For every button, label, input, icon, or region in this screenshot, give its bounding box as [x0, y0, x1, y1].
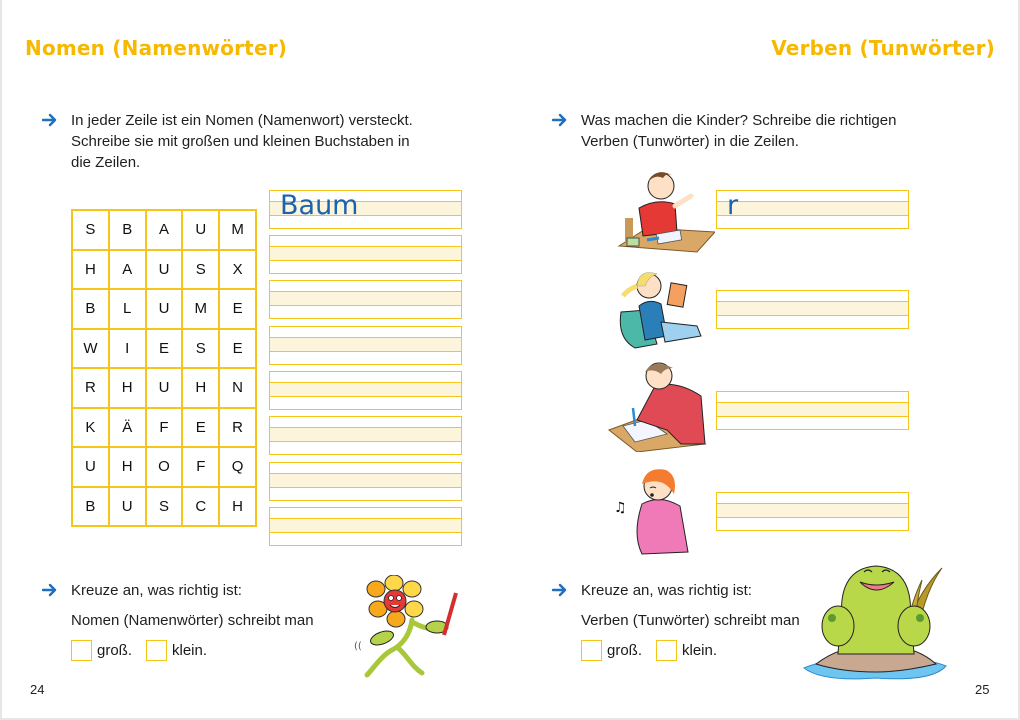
verb-line-2[interactable] — [716, 290, 909, 329]
arrow-icon — [552, 582, 568, 598]
grid-cell: F — [146, 408, 183, 448]
grid-cell: U — [182, 210, 219, 250]
boy-writing-illustration — [607, 360, 707, 452]
flower-illustration — [352, 575, 467, 685]
grid-cell: U — [146, 289, 183, 329]
checkbox-klein[interactable] — [146, 640, 167, 661]
checkbox-gross[interactable] — [71, 640, 92, 661]
answer-line-2[interactable] — [269, 235, 462, 274]
grid-cell: H — [109, 368, 146, 408]
arrow-icon — [42, 582, 58, 598]
svg-text:♫: ♫ — [614, 500, 627, 516]
grid-cell: E — [219, 329, 256, 369]
page-number-left: 24 — [30, 682, 45, 697]
grid-cell: B — [72, 487, 109, 527]
grid-cell: M — [182, 289, 219, 329]
frog-illustration — [802, 560, 952, 685]
grid-cell: I — [109, 329, 146, 369]
grid-cell: Q — [219, 447, 256, 487]
letter-grid — [71, 209, 257, 527]
verb-line-1[interactable] — [716, 190, 909, 229]
left-task2-prompt: Kreuze an, was richtig ist: — [71, 582, 242, 599]
grid-cell: K — [72, 408, 109, 448]
left-task2-statement: Nomen (Namenwörter) schreibt man — [71, 612, 314, 629]
answer-line-3[interactable] — [269, 280, 462, 319]
answer-line-5[interactable] — [269, 371, 462, 410]
grid-cell: X — [219, 250, 256, 290]
grid-cell: B — [109, 210, 146, 250]
verb-line-3[interactable] — [716, 391, 909, 430]
grid-cell: S — [72, 210, 109, 250]
grid-cell: L — [109, 289, 146, 329]
grid-cell: O — [146, 447, 183, 487]
instruction-line: Was machen die Kinder? Schreibe die richtigen — [581, 112, 897, 129]
page-edge-left — [0, 0, 2, 720]
grid-cell: W — [72, 329, 109, 369]
handwritten-answer: r — [727, 190, 739, 221]
grid-cell: C — [182, 487, 219, 527]
answer-line-1[interactable] — [269, 190, 462, 229]
grid-cell: N — [219, 368, 256, 408]
answer-line-7[interactable] — [269, 462, 462, 501]
grid-cell: R — [219, 408, 256, 448]
grid-cell: A — [146, 210, 183, 250]
handwritten-answer: Baum — [280, 190, 359, 221]
grid-cell: S — [182, 329, 219, 369]
checkbox-label-gross: groß. — [607, 642, 643, 659]
girl-singing-illustration — [612, 464, 704, 556]
girl-reading-illustration — [617, 264, 709, 352]
grid-cell: M — [219, 210, 256, 250]
answer-line-4[interactable] — [269, 326, 462, 365]
checkbox-label-gross: groß. — [97, 642, 133, 659]
instruction-line: In jeder Zeile ist ein Nomen (Namenwort) versteckt. — [71, 112, 413, 129]
grid-cell: U — [146, 368, 183, 408]
right-task2-prompt: Kreuze an, was richtig ist: — [581, 582, 752, 599]
checkbox-klein[interactable] — [656, 640, 677, 661]
arrow-icon — [552, 112, 568, 128]
page-number-right: 25 — [975, 682, 990, 697]
checkbox-label-klein: klein. — [172, 642, 208, 659]
grid-cell: F — [182, 447, 219, 487]
grid-cell: U — [72, 447, 109, 487]
verb-line-4[interactable] — [716, 492, 909, 531]
answer-line-6[interactable] — [269, 416, 462, 455]
answer-line-8[interactable] — [269, 507, 462, 546]
grid-cell: S — [146, 487, 183, 527]
grid-cell: E — [146, 329, 183, 369]
grid-cell: E — [219, 289, 256, 329]
right-task2-statement: Verben (Tunwörter) schreibt man — [581, 612, 800, 629]
grid-cell: Ä — [109, 408, 146, 448]
instruction-line: Schreibe sie mit großen und kleinen Buchstaben in — [71, 133, 410, 150]
checkbox-label-klein: klein. — [682, 642, 718, 659]
grid-cell: U — [109, 487, 146, 527]
left-task1-instruction — [71, 110, 413, 173]
grid-cell: H — [182, 368, 219, 408]
grid-cell: S — [182, 250, 219, 290]
right-page-title: Verben (Tunwörter) — [771, 36, 995, 60]
boy-talking-illustration — [617, 166, 715, 258]
grid-cell: A — [109, 250, 146, 290]
grid-cell: H — [109, 447, 146, 487]
grid-cell: H — [72, 250, 109, 290]
instruction-line: die Zeilen. — [71, 154, 141, 171]
grid-cell: B — [72, 289, 109, 329]
svg-text:((: (( — [354, 641, 362, 652]
arrow-icon — [42, 112, 58, 128]
right-task1-instruction — [581, 110, 896, 152]
instruction-line: Verben (Tunwörter) in die Zeilen. — [581, 133, 799, 150]
grid-cell: E — [182, 408, 219, 448]
checkbox-gross[interactable] — [581, 640, 602, 661]
grid-cell: H — [219, 487, 256, 527]
grid-cell: R — [72, 368, 109, 408]
grid-cell: U — [146, 250, 183, 290]
left-page-title: Nomen (Namenwörter) — [25, 36, 288, 60]
